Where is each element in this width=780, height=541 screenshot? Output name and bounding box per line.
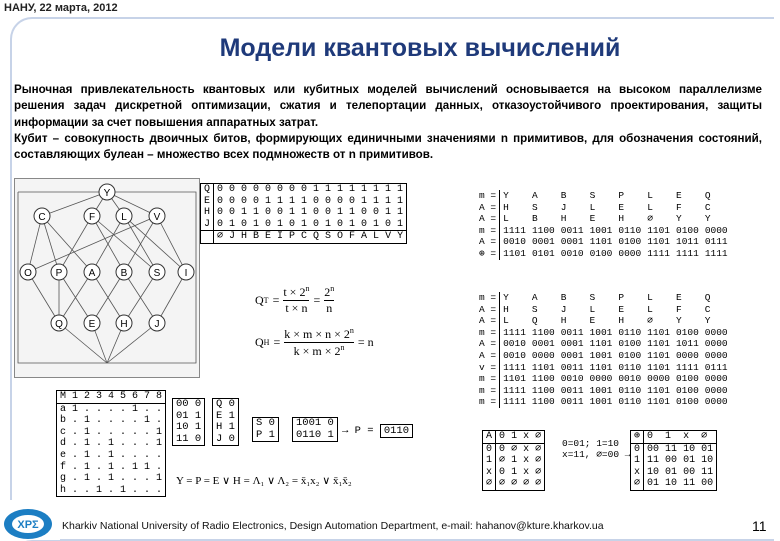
graph-node-top [99, 184, 115, 200]
set-table-a-cell: ∅ [647, 213, 653, 225]
ops-a-cell: x [523, 443, 530, 455]
ops-a-cell: ∅ [523, 478, 530, 490]
set-table-b-cell: m = [476, 373, 500, 385]
set-table-a-row [476, 190, 731, 202]
set-table-a-cell: L [647, 190, 653, 201]
set-table-a-cell: B [560, 190, 567, 201]
ops-b-cell: 10 [665, 478, 678, 490]
set-table-a-row [476, 225, 731, 237]
set-table-a-cell: J [560, 201, 567, 213]
lattice-formula: Y = P = E ∨ H = Λ₁ ∨ Λ₂ = x̄₁x₂ ∨ x̄₁x̄₂ [176, 475, 352, 487]
svg-text:A: A [88, 268, 96, 279]
ops-a-cell: ∅ [535, 431, 542, 442]
set-table-a-cell: L [647, 201, 653, 213]
set-table-a-cell: 0110 [618, 224, 642, 236]
ops-b-cell: 1 [631, 455, 644, 467]
ops-b-cell: 00 [701, 478, 714, 490]
formula-qh: Q H = $\frac{k \times m \times n \times 2^n}{k \times m \times 2^n}$ = n [255, 326, 374, 358]
set-table-b-cell: S [531, 303, 538, 315]
set-table-b-cell: L [503, 315, 509, 327]
bit-block-sp: S 0 P 1 [252, 417, 279, 442]
set-table-b-cell: 1111 [503, 361, 526, 373]
svg-text:H: H [120, 319, 128, 330]
ops-a-cell: ∅ [535, 443, 542, 455]
set-table-a-cell: 1111 [503, 224, 526, 236]
set-table-b-cell: C [704, 303, 711, 315]
set-table-b-cell: 0110 [618, 384, 642, 396]
ops-b-cell: 11 [647, 455, 660, 467]
set-table-b-cell: 0010 [503, 349, 526, 361]
graph-node-q [51, 315, 67, 331]
set-table-a-cell: 1101 [647, 224, 670, 236]
svg-text:S: S [153, 268, 161, 279]
set-table-a-cell: 1101 [503, 247, 526, 259]
set-table-a-cell: F [676, 201, 682, 213]
set-table-a-cell: A = [476, 213, 500, 225]
set-table-b-row [476, 327, 731, 339]
set-table-a-cell: Y [704, 213, 711, 225]
ops-b-cell: 11 [665, 443, 678, 455]
set-table-b-cell: 0000 [704, 349, 728, 361]
cube-row-sym: ∅ J H B E I P C Q S O F A L V Y [201, 231, 407, 244]
set-table-b-row [476, 385, 731, 397]
set-table-a-cell: E [676, 190, 682, 201]
set-table-a [476, 190, 731, 260]
set-table-a-cell: Q [704, 190, 711, 201]
set-table-b-cell: 0100 [675, 384, 699, 396]
set-table-a-row [476, 213, 731, 225]
set-table-b-cell: 0110 [618, 326, 642, 338]
ops-a-cell: 0 [499, 466, 506, 478]
set-table-b-cell: 1111 [675, 361, 699, 373]
ops-a-row [483, 478, 545, 490]
set-table-a-cell: 1100 [531, 224, 555, 236]
set-table-a-cell: 0000 [704, 224, 728, 236]
ops-a-cell: ∅ [499, 478, 506, 490]
set-table-b-cell: 0011 [560, 396, 584, 408]
set-table-b-cell: 1101 [503, 373, 526, 385]
set-table-a-cell: P [618, 190, 625, 201]
ops-b-cell: x [631, 467, 644, 479]
set-table-a-cell: A = [476, 202, 500, 214]
ops-b-cell: 00 [647, 443, 660, 455]
formula-qt: Q T = $\frac{t \times 2^n}{t \times n}$ = $\frac{2^n}{n}$ [255, 284, 335, 315]
set-table-b-cell: 1100 [531, 373, 555, 385]
ops-a-cell: x [523, 431, 530, 442]
graph-node-p [51, 264, 67, 280]
svg-text:O: O [24, 268, 32, 279]
set-table-b-cell: m = [476, 396, 500, 408]
ops-b-cell: 10 [647, 466, 660, 478]
set-table-b-cell: 0011 [560, 384, 584, 396]
ops-b-cell: ∅ [631, 478, 644, 490]
page-number: 11 [752, 518, 767, 534]
set-table-b-cell: B [560, 292, 567, 303]
set-table-b-cell: E [618, 303, 625, 315]
set-table-b-cell: Y [675, 315, 682, 327]
set-table-b-cell: F [675, 303, 682, 315]
set-table-b-cell: E [589, 315, 596, 327]
ops-b-row [631, 478, 717, 490]
ops-b-cell: 01 [665, 466, 678, 478]
set-table-a-cell: 0000 [618, 247, 642, 259]
svg-text:I: I [184, 268, 188, 279]
ops-b-cell: 01 [683, 455, 696, 467]
set-table-b-cell: 0110 [618, 396, 642, 408]
set-table-b-cell: 1011 [675, 338, 699, 350]
svg-text:B: B [120, 268, 128, 279]
graph-node-b [116, 264, 132, 280]
bit-block-1: 00 0 01 1 10 1 11 0 [172, 398, 205, 446]
ops-a-row [483, 467, 545, 479]
set-table-b-row [476, 362, 731, 374]
set-table-b-cell: 1101 [531, 361, 555, 373]
set-table-b-cell: 0010 [618, 373, 642, 385]
set-table-b-cell: 1111 [503, 384, 526, 396]
set-table-b-cell: 0000 [704, 338, 728, 350]
hasse-graph [14, 178, 200, 378]
set-table-a-cell: 1111 [676, 247, 699, 259]
ops-a-cell: x [523, 455, 530, 467]
ops-a-row [483, 431, 545, 444]
slide-title: Модели квантовых вычислений [219, 34, 621, 62]
set-table-b-cell: 0010 [560, 373, 584, 385]
ops-b-cell: 0 [647, 431, 654, 442]
set-table-b-cell: 1101 [647, 384, 670, 396]
set-table-a-cell: 1111 [647, 247, 670, 259]
set-table-b-cell: 0000 [647, 373, 670, 385]
bit-block-2: Q 0 E 1 H 1 J 0 [212, 398, 239, 446]
set-table-b-cell: 1100 [531, 396, 555, 408]
header-date: НАНУ, 22 марта, 2012 [4, 2, 118, 14]
set-table-b-cell: 1101 [647, 349, 670, 361]
set-table-b-cell: 1111 [503, 326, 526, 338]
p-result: → P = 0110 [342, 425, 413, 437]
set-table-a-cell: 0001 [531, 236, 555, 248]
ops-b-cell: 01 [701, 443, 714, 455]
set-table-a-cell: S [589, 190, 596, 201]
set-table-b-cell: 0000 [675, 349, 699, 361]
set-table-a-cell: A [531, 190, 538, 201]
ops-b-cell: x [683, 431, 690, 442]
set-table-b-cell: 1101 [647, 396, 670, 408]
set-table-b-cell: 1101 [647, 338, 670, 350]
ops-b-cell: 11 [701, 466, 714, 478]
set-table-b-cell: 0110 [618, 361, 642, 373]
set-table-a-cell: H [503, 201, 509, 213]
set-table-a-cell: 0111 [704, 236, 728, 248]
cube-table [200, 183, 407, 244]
ops-a-cell: ∅ [535, 478, 542, 490]
set-table-a-cell: L [503, 213, 509, 225]
graph-node-e [84, 315, 100, 331]
paragraph-2: Кубит – совокупность двоичных битов, формирующих единичными значениями n примитивов, для обозначения состояний, составляющих булеан – множество всех подмножеств от n примитивов. [14, 132, 762, 162]
set-table-b [476, 292, 731, 408]
ops-a-row [483, 455, 545, 467]
set-table-b-cell: 1100 [531, 326, 555, 338]
graph-node-j [149, 315, 165, 331]
ops-a-cell: 1 [511, 455, 518, 467]
ops-b-cell: ⊕ [631, 431, 644, 444]
svg-text:V: V [153, 212, 161, 223]
ops-b-row [631, 431, 717, 444]
set-table-a-cell: Y [503, 190, 509, 201]
university-logo [2, 500, 60, 540]
ops-a-cell: 0 [483, 443, 496, 455]
set-table-a-cell: C [704, 201, 711, 213]
graph-node-i [178, 264, 194, 280]
set-table-a-cell: m = [476, 190, 500, 202]
set-table-b-row [476, 292, 731, 304]
set-table-a-cell: 0010 [560, 247, 584, 259]
svg-text:F: F [88, 212, 96, 223]
graph-node-h [116, 315, 132, 331]
set-table-b-cell: ∅ [647, 315, 653, 327]
graph-node-o [20, 264, 36, 280]
set-table-b-cell: m = [476, 327, 500, 339]
set-table-b-cell: v = [476, 362, 500, 374]
set-table-b-cell: L [647, 303, 653, 315]
set-table-b-cell: 0000 [704, 373, 728, 385]
set-table-b-cell: 0000 [704, 326, 728, 338]
set-table-a-cell: 1101 [589, 236, 613, 248]
set-table-b-cell: 0000 [704, 396, 728, 408]
set-table-b-cell: Y [704, 315, 711, 327]
ops-a-cell: ∅ [535, 466, 542, 478]
set-table-b-cell: m = [476, 292, 500, 304]
bit-block-p: 1001 0 0110 1 [292, 417, 338, 442]
set-table-a-cell: 0010 [503, 236, 526, 248]
set-table-a-cell: 0100 [676, 224, 699, 236]
set-table-b-cell: 0010 [503, 338, 526, 350]
ops-table-a [482, 430, 545, 491]
svg-text:Q: Q [55, 319, 63, 330]
set-table-a-cell: ⊕ = [476, 248, 500, 260]
set-table-b-cell: A = [476, 315, 500, 327]
set-table-b-cell: 0100 [675, 373, 699, 385]
set-table-b-cell: 1111 [503, 396, 526, 408]
ops-b-cell: 0 [631, 443, 644, 455]
ops-mapping: 0=01; 1=10 x=11, ∅=00 → [562, 438, 631, 460]
set-table-a-cell: 1001 [589, 224, 613, 236]
set-table-b-row [476, 396, 731, 408]
ops-a-cell: ∅ [511, 443, 518, 455]
cube-row-h: H 0 0 1 1 0 0 1 1 0 0 1 1 0 0 1 1 [201, 207, 407, 219]
ops-b-cell: 1 [665, 431, 672, 442]
set-table-b-cell: S [589, 292, 596, 303]
svg-text:Y: Y [103, 188, 111, 199]
set-table-b-cell: 1101 [647, 361, 670, 373]
set-table-b-cell: L [647, 292, 653, 303]
ops-a-cell: x [523, 466, 530, 478]
set-table-a-cell: 1101 [647, 236, 670, 248]
set-table-b-row [476, 350, 731, 362]
set-table-a-cell: B [531, 213, 538, 225]
svg-text:E: E [88, 319, 96, 330]
set-table-b-cell: L [589, 303, 596, 315]
cube-row-j: J 0 1 0 1 0 1 0 1 0 1 0 1 0 1 0 1 [201, 219, 407, 231]
set-table-b-cell: 1001 [589, 396, 613, 408]
set-table-b-cell: 0000 [704, 384, 728, 396]
set-table-b-cell: A = [476, 338, 500, 350]
ops-a-cell: 1 [483, 455, 496, 467]
set-table-a-cell: Y [676, 213, 682, 225]
set-table-b-cell: 1001 [589, 326, 613, 338]
graph-node-c [34, 208, 50, 224]
set-table-b-cell: 1101 [647, 326, 670, 338]
set-table-b-cell: 0000 [589, 373, 613, 385]
set-table-a-cell: H [560, 213, 567, 225]
ops-b-row [631, 467, 717, 479]
set-table-b-cell: Y [503, 292, 509, 303]
paragraph-1: Рыночная привлекательность квантовых или кубитных моделей вычислений основывается на высоком параллелизме решения задач дискретной оптимизации, сжатия и телепортации данных, отказоустойчивого проектирования, защиты информации за счет повышения аппаратных затрат. [14, 83, 762, 129]
cube-row-q: Q 0 0 0 0 0 0 0 0 1 1 1 1 1 1 1 1 [201, 184, 407, 196]
set-table-a-cell: H [618, 213, 625, 225]
ops-a-cell: ∅ [535, 455, 542, 467]
set-table-b-cell: 1100 [531, 384, 555, 396]
set-table-a-cell: 1011 [676, 236, 699, 248]
svg-text:L: L [121, 212, 127, 223]
set-table-a-row [476, 236, 731, 248]
set-table-b-row [476, 315, 731, 327]
set-table-b-cell: 1101 [589, 361, 613, 373]
ops-a-row [483, 443, 545, 455]
set-table-a-cell: m = [476, 225, 500, 237]
set-table-b-cell: 0111 [704, 361, 728, 373]
set-table-b-cell: 0100 [618, 349, 642, 361]
ops-b-cell: 00 [683, 466, 696, 478]
ops-a-cell: 0 [499, 431, 506, 442]
set-table-a-cell: 0100 [618, 236, 642, 248]
ops-a-cell: 1 [511, 431, 518, 442]
set-table-b-row [476, 338, 731, 350]
set-table-a-cell: E [618, 201, 625, 213]
set-table-b-cell: H [560, 315, 567, 327]
set-table-b-cell: P [618, 292, 625, 303]
set-table-a-cell: 0001 [560, 236, 584, 248]
set-table-a-cell: 1111 [704, 247, 728, 259]
ops-b-cell: 11 [683, 478, 696, 490]
ops-b-cell: 10 [701, 455, 714, 467]
set-table-b-row [476, 304, 731, 316]
set-table-b-cell: H [503, 303, 509, 315]
svg-text:P: P [55, 268, 63, 279]
svg-text:C: C [38, 212, 46, 223]
ops-b-row [631, 455, 717, 467]
set-table-a-cell: 0101 [531, 247, 555, 259]
set-table-a-row [476, 248, 731, 260]
ops-a-cell: x [483, 467, 496, 479]
set-table-b-cell: 1001 [589, 349, 613, 361]
set-table-b-cell: 1101 [589, 338, 613, 350]
set-table-b-cell: m = [476, 385, 500, 397]
set-table-b-cell: 0100 [618, 338, 642, 350]
ops-b-cell: ∅ [701, 431, 708, 442]
set-table-b-cell: J [560, 303, 567, 315]
set-table-a-cell: E [589, 213, 596, 225]
set-table-b-cell: 0011 [560, 361, 584, 373]
ops-b-cell: 01 [647, 478, 660, 490]
ops-b-cell: 10 [683, 443, 696, 455]
set-table-a-cell: 0011 [560, 224, 584, 236]
ops-a-cell: 1 [511, 466, 518, 478]
set-table-b-cell: 0100 [675, 396, 699, 408]
graph-node-f [84, 208, 100, 224]
ops-a-cell: ∅ [511, 478, 518, 490]
graph-node-s [149, 264, 165, 280]
ops-table-b [630, 430, 717, 491]
set-table-b-cell: H [618, 315, 625, 327]
ops-a-cell: ∅ [499, 455, 506, 467]
svg-text:J: J [154, 319, 160, 330]
ops-b-row [631, 443, 717, 455]
footer-text: Kharkiv National University of Radio Electronics, Design Automation Department, e-mail: hahanov@kture.kharkov.ua [62, 520, 604, 532]
set-table-b-cell: A = [476, 350, 500, 362]
set-table-b-cell: 1001 [589, 384, 613, 396]
set-table-b-cell: E [675, 292, 682, 303]
set-table-b-cell: Q [704, 292, 711, 303]
ops-a-cell: A [483, 431, 496, 444]
graph-node-v [149, 208, 165, 224]
ops-b-cell: 00 [665, 455, 678, 467]
set-table-a-cell: A = [476, 236, 500, 248]
set-table-b-cell: 0011 [560, 326, 584, 338]
set-table-a-cell: S [531, 201, 538, 213]
set-table-b-cell: 0001 [560, 338, 584, 350]
set-table-b-cell: A = [476, 304, 500, 316]
matrix-m: M 1 2 3 4 5 6 7 8 a 1 . . . . 1 . . b . 1 . . . . 1 . c . 1 . . . . . 1 d . 1 . 1 . . . 1 e . 1 . 1 . . . . f . 1 . 1 . 1 1 . g . 1 . 1 . . . 1 h . . 1 . 1 . . . [56, 390, 166, 497]
ops-a-cell: 0 [499, 443, 506, 455]
set-table-b-cell: 0000 [531, 349, 555, 361]
set-table-b-row [476, 373, 731, 385]
graph-node-a [84, 264, 100, 280]
set-table-b-cell: 0100 [675, 326, 699, 338]
graph-node-l [116, 208, 132, 224]
ops-a-cell: ∅ [483, 478, 496, 490]
cube-row-e: E 0 0 0 0 1 1 1 1 0 0 0 0 1 1 1 1 [201, 196, 407, 208]
set-table-a-cell: 0100 [589, 247, 613, 259]
set-table-a-cell: L [589, 201, 596, 213]
svg-text:ΧΡΣ: ΧΡΣ [17, 519, 39, 531]
set-table-a-row [476, 202, 731, 214]
set-table-b-cell: 0001 [531, 338, 555, 350]
set-table-b-cell: 0001 [560, 349, 584, 361]
set-table-b-cell: A [531, 292, 538, 303]
set-table-b-cell: Q [531, 315, 538, 327]
